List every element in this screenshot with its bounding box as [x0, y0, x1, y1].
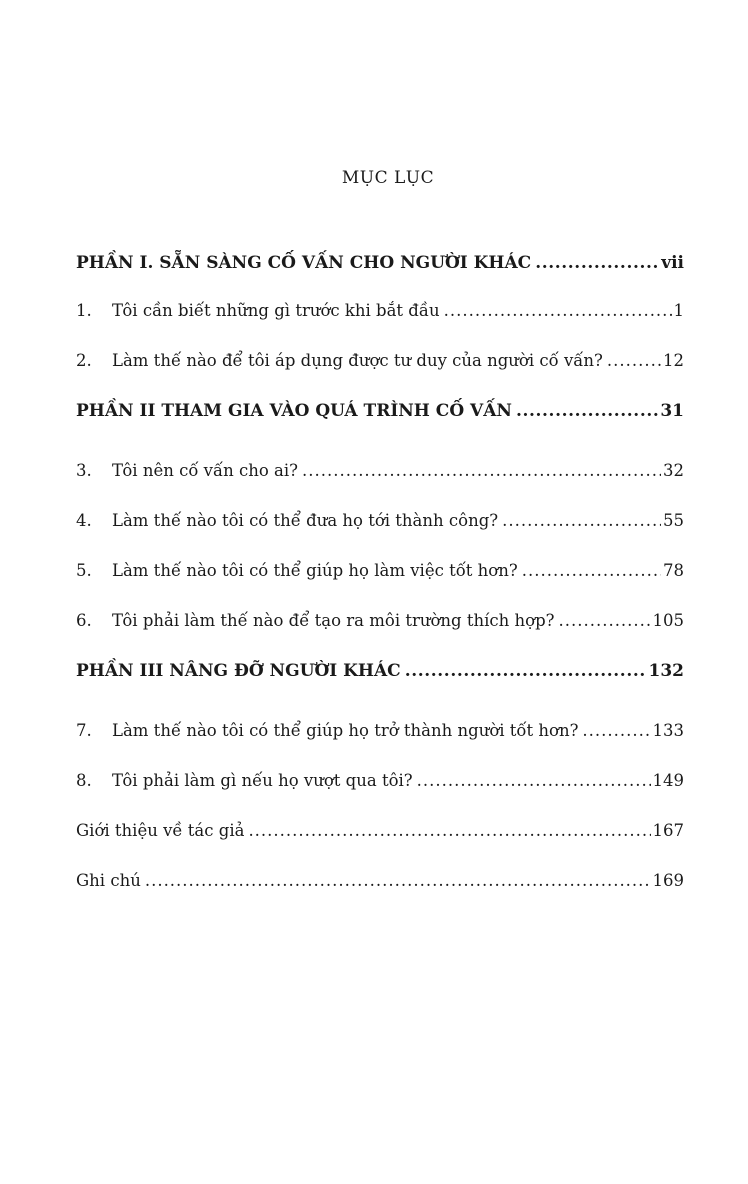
- dot-leader: [516, 396, 658, 426]
- toc-chapter-entry[interactable]: [76, 456, 684, 506]
- back-matter-title: Giới thiệu về tác giả: [76, 821, 245, 840]
- toc-chapter-entry[interactable]: [76, 506, 684, 556]
- dot-leader: [535, 248, 659, 278]
- page-number: 149: [652, 771, 684, 790]
- dot-leader: [444, 296, 672, 326]
- dot-leader: [248, 816, 650, 846]
- toc-back-matter-entry[interactable]: [76, 866, 684, 916]
- page-number: 105: [652, 611, 684, 630]
- dot-leader: [582, 716, 650, 746]
- toc-chapter-entry[interactable]: [76, 766, 684, 816]
- chapter-number: 5.: [76, 561, 92, 580]
- chapter-title: Tôi nên cố vấn cho ai?: [112, 461, 298, 480]
- back-matter-title: Ghi chú: [76, 871, 141, 890]
- page-number: 12: [663, 351, 684, 370]
- dot-leader: [607, 346, 661, 376]
- toc-back-matter-entry[interactable]: [76, 816, 684, 866]
- toc-chapter-entry[interactable]: [76, 346, 684, 396]
- page-number: 31: [660, 401, 684, 421]
- chapter-title: Làm thế nào tôi có thể đưa họ tới thành công?: [112, 511, 499, 530]
- dot-leader: [502, 506, 661, 536]
- dot-leader: [417, 766, 651, 796]
- dot-leader: [558, 606, 650, 636]
- chapter-number: 7.: [76, 721, 92, 740]
- chapter-title: Tôi phải làm gì nếu họ vượt qua tôi?: [112, 771, 413, 790]
- page-number: 1: [673, 301, 684, 320]
- chapter-number: 3.: [76, 461, 92, 480]
- chapter-number: 6.: [76, 611, 92, 630]
- chapter-title: Làm thế nào tôi có thể giúp họ trở thành người tốt hơn?: [112, 721, 579, 740]
- page-number: 133: [652, 721, 684, 740]
- page-number: 132: [648, 661, 684, 681]
- part-title: PHẦN II THAM GIA VÀO QUÁ TRÌNH CỐ VẤN: [76, 401, 512, 421]
- dot-leader: [145, 866, 651, 896]
- page-number: 78: [663, 561, 684, 580]
- chapter-title: Làm thế nào tôi có thể giúp họ làm việc tốt hơn?: [112, 561, 518, 580]
- chapter-number: 2.: [76, 351, 92, 370]
- chapter-number: 4.: [76, 511, 92, 530]
- toc-part-entry[interactable]: [76, 656, 684, 716]
- dot-leader: [405, 656, 647, 686]
- toc-part-entry[interactable]: [76, 248, 684, 296]
- toc-chapter-entry[interactable]: [76, 716, 684, 766]
- toc-chapter-entry[interactable]: [76, 556, 684, 606]
- chapter-title: Tôi cần biết những gì trước khi bắt đầu: [112, 301, 440, 320]
- table-of-contents: [76, 248, 684, 916]
- toc-chapter-entry[interactable]: [76, 606, 684, 656]
- part-title: PHẦN I. SẴN SÀNG CỐ VẤN CHO NGƯỜI KHÁC: [76, 253, 532, 273]
- chapter-number: 1.: [76, 301, 92, 320]
- chapter-title: Tôi phải làm thế nào để tạo ra môi trường thích hợp?: [112, 611, 555, 630]
- dot-leader: [302, 456, 661, 486]
- page-number: 55: [663, 511, 684, 530]
- toc-part-entry[interactable]: [76, 396, 684, 456]
- page-number: 169: [652, 871, 684, 890]
- toc-chapter-entry[interactable]: [76, 296, 684, 346]
- page-number: vii: [661, 253, 684, 273]
- page-number: 167: [652, 821, 684, 840]
- chapter-title: Làm thế nào để tôi áp dụng được tư duy của người cố vấn?: [112, 351, 603, 370]
- part-title: PHẦN III NÂNG ĐỠ NGƯỜI KHÁC: [76, 661, 401, 681]
- dot-leader: [522, 556, 661, 586]
- toc-title: MỤC LỤC: [341, 168, 435, 188]
- chapter-number: 8.: [76, 771, 92, 790]
- page-number: 32: [663, 461, 684, 480]
